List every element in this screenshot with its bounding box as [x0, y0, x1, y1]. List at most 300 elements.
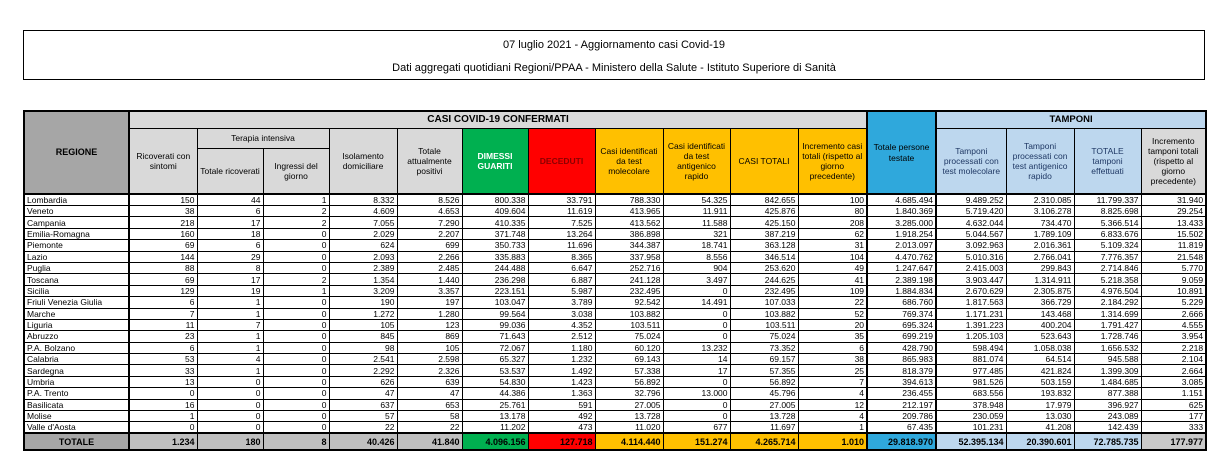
value-cell: 8.825.698	[1074, 206, 1141, 217]
table-row	[24, 399, 1206, 410]
total-value-cell: 72.785.735	[1074, 433, 1141, 450]
value-cell: 71.643	[462, 331, 528, 342]
value-cell: 1	[798, 422, 867, 434]
value-cell: 387.219	[730, 228, 798, 239]
value-cell: 44	[197, 194, 263, 206]
value-cell: 8.556	[663, 251, 730, 262]
table-row	[24, 206, 1206, 217]
value-cell: 400.204	[1006, 319, 1074, 330]
column-header-persone-testate: Totale persone testate	[867, 111, 936, 194]
value-cell: 25.761	[462, 399, 528, 410]
value-cell: 45.796	[730, 388, 798, 399]
table-row	[24, 319, 1206, 330]
value-cell: 13.232	[663, 342, 730, 353]
column-header-casi-molecolare: Casi identificati da test molecolare	[595, 128, 663, 194]
value-cell: 865.983	[867, 354, 936, 365]
value-cell: 56.892	[730, 376, 798, 387]
column-header-casi-totali: CASI TOTALI	[730, 128, 798, 194]
value-cell: 2.292	[329, 365, 397, 376]
value-cell: 0	[663, 376, 730, 387]
value-cell: 104	[798, 251, 867, 262]
value-cell: 5.770	[1141, 262, 1206, 273]
value-cell: 1.354	[329, 274, 397, 285]
value-cell: 2.512	[528, 331, 595, 342]
region-name: Basilicata	[24, 399, 129, 410]
value-cell: 2.389	[329, 262, 397, 273]
value-cell: 13.728	[730, 411, 798, 422]
region-name: Lombardia	[24, 194, 129, 206]
value-cell: 1.656.532	[1074, 342, 1141, 353]
column-header-casi-antigenico: Casi identificati da test antigenico rapido	[663, 128, 730, 194]
value-cell: 0	[129, 388, 197, 399]
value-cell: 2.485	[397, 262, 462, 273]
value-cell: 378.948	[936, 399, 1006, 410]
value-cell: 845	[329, 331, 397, 342]
value-cell: 2.104	[1141, 354, 1206, 365]
column-header-incremento-casi: Incremento casi totali (rispetto al giorno precedente)	[798, 128, 867, 194]
value-cell: 31	[798, 240, 867, 251]
value-cell: 16	[129, 399, 197, 410]
value-cell: 9.489.252	[936, 194, 1006, 206]
report-header	[23, 30, 1205, 80]
value-cell: 150	[129, 194, 197, 206]
value-cell: 3.497	[663, 274, 730, 285]
total-value-cell: 8	[263, 433, 329, 450]
region-name: P.A. Bolzano	[24, 342, 129, 353]
value-cell: 2.266	[397, 251, 462, 262]
value-cell: 624	[329, 240, 397, 251]
value-cell: 197	[397, 297, 462, 308]
value-cell: 3.285.000	[867, 217, 936, 228]
table-row	[24, 217, 1206, 228]
total-value-cell: 41.840	[397, 433, 462, 450]
value-cell: 41	[798, 274, 867, 285]
value-cell: 769.374	[867, 308, 936, 319]
value-cell: 8.526	[397, 194, 462, 206]
value-cell: 11.020	[595, 422, 663, 434]
value-cell: 0	[263, 228, 329, 239]
value-cell: 425.876	[730, 206, 798, 217]
value-cell: 103.511	[595, 319, 663, 330]
table-row	[24, 308, 1206, 319]
value-cell: 1	[263, 285, 329, 296]
value-cell: 0	[263, 297, 329, 308]
value-cell: 0	[197, 411, 263, 422]
value-cell: 27.005	[595, 399, 663, 410]
total-value-cell: 180	[197, 433, 263, 450]
value-cell: 3.038	[528, 308, 595, 319]
table-row	[24, 274, 1206, 285]
region-name: Toscana	[24, 274, 129, 285]
value-cell: 103.882	[595, 308, 663, 319]
value-cell: 69	[129, 274, 197, 285]
value-cell: 346.514	[730, 251, 798, 262]
value-cell: 6	[197, 206, 263, 217]
table-row	[24, 240, 1206, 251]
table-row	[24, 297, 1206, 308]
value-cell: 2.326	[397, 365, 462, 376]
column-header-totale-tamponi: TOTALE tamponi effettuati	[1074, 128, 1141, 194]
value-cell: 1.314.699	[1074, 308, 1141, 319]
table-row	[24, 376, 1206, 387]
value-cell: 1.151	[1141, 388, 1206, 399]
value-cell: 22	[329, 422, 397, 434]
value-cell: 2.714.846	[1074, 262, 1141, 273]
value-cell: 53	[129, 354, 197, 365]
value-cell: 0	[663, 331, 730, 342]
value-cell: 57.338	[595, 365, 663, 376]
value-cell: 244.625	[730, 274, 798, 285]
value-cell: 105	[329, 319, 397, 330]
value-cell: 17	[663, 365, 730, 376]
value-cell: 32.796	[595, 388, 663, 399]
value-cell: 1.247.647	[867, 262, 936, 273]
value-cell: 1.272	[329, 308, 397, 319]
value-cell: 103.511	[730, 319, 798, 330]
report-subtitle: Dati aggregati quotidiani Regioni/PPAA - Ministero della Salute - Istituto Superiore di Sanità	[392, 62, 836, 74]
value-cell: 591	[528, 399, 595, 410]
value-cell: 60.120	[595, 342, 663, 353]
value-cell: 1.205.103	[936, 331, 1006, 342]
value-cell: 33	[129, 365, 197, 376]
value-cell: 75.024	[595, 331, 663, 342]
value-cell: 1.399.309	[1074, 365, 1141, 376]
value-cell: 598.494	[936, 342, 1006, 353]
value-cell: 22	[798, 297, 867, 308]
value-cell: 232.495	[595, 285, 663, 296]
value-cell: 73.352	[730, 342, 798, 353]
table-row	[24, 411, 1206, 422]
value-cell: 363.128	[730, 240, 798, 251]
value-cell: 18.741	[663, 240, 730, 251]
value-cell: 2	[263, 217, 329, 228]
value-cell: 69.143	[595, 354, 663, 365]
value-cell: 2.310.085	[1006, 194, 1074, 206]
value-cell: 101.231	[936, 422, 1006, 434]
value-cell: 2.013.097	[867, 240, 936, 251]
value-cell: 4.352	[528, 319, 595, 330]
column-header-tamponi-molecolare: Tamponi processati con test molecolare	[936, 128, 1006, 194]
value-cell: 639	[397, 376, 462, 387]
value-cell: 3.789	[528, 297, 595, 308]
value-cell: 473	[528, 422, 595, 434]
region-name: Campania	[24, 217, 129, 228]
value-cell: 818.379	[867, 365, 936, 376]
column-header-isolamento: Isolamento domiciliare	[329, 128, 397, 194]
value-cell: 2	[263, 274, 329, 285]
value-cell: 6	[197, 240, 263, 251]
value-cell: 13.030	[1006, 411, 1074, 422]
group-header-terapia-intensiva: Terapia intensiva	[197, 128, 329, 148]
value-cell: 428.790	[867, 342, 936, 353]
value-cell: 11.696	[528, 240, 595, 251]
value-cell: 6	[129, 297, 197, 308]
value-cell: 5.987	[528, 285, 595, 296]
value-cell: 0	[663, 399, 730, 410]
value-cell: 503.159	[1006, 376, 1074, 387]
value-cell: 236.455	[867, 388, 936, 399]
value-cell: 241.128	[595, 274, 663, 285]
value-cell: 47	[397, 388, 462, 399]
value-cell: 49	[798, 262, 867, 273]
value-cell: 11.911	[663, 206, 730, 217]
value-cell: 0	[263, 422, 329, 434]
value-cell: 699.219	[867, 331, 936, 342]
value-cell: 386.898	[595, 228, 663, 239]
value-cell: 13.000	[663, 388, 730, 399]
value-cell: 13.178	[462, 411, 528, 422]
value-cell: 337.958	[595, 251, 663, 262]
value-cell: 14	[663, 354, 730, 365]
total-value-cell: 1.234	[129, 433, 197, 450]
value-cell: 17	[197, 217, 263, 228]
value-cell: 425.150	[730, 217, 798, 228]
value-cell: 695.324	[867, 319, 936, 330]
table-row	[24, 251, 1206, 262]
total-value-cell: 4.096.156	[462, 433, 528, 450]
value-cell: 72.067	[462, 342, 528, 353]
value-cell: 57.355	[730, 365, 798, 376]
value-cell: 734.470	[1006, 217, 1074, 228]
value-cell: 1.391.223	[936, 319, 1006, 330]
value-cell: 11.588	[663, 217, 730, 228]
value-cell: 253.620	[730, 262, 798, 273]
value-cell: 4.685.494	[867, 194, 936, 206]
value-cell: 321	[663, 228, 730, 239]
value-cell: 637	[329, 399, 397, 410]
value-cell: 4.555	[1141, 319, 1206, 330]
value-cell: 677	[663, 422, 730, 434]
value-cell: 1.884.834	[867, 285, 936, 296]
table-row	[24, 285, 1206, 296]
total-value-cell: 151.274	[663, 433, 730, 450]
value-cell: 0	[263, 342, 329, 353]
value-cell: 5.109.324	[1074, 240, 1141, 251]
value-cell: 20	[798, 319, 867, 330]
value-cell: 129	[129, 285, 197, 296]
value-cell: 1.791.427	[1074, 319, 1141, 330]
value-cell: 69.157	[730, 354, 798, 365]
table-row	[24, 422, 1206, 434]
column-header-totale-ricoverati: Totale ricoverati	[197, 148, 263, 194]
value-cell: 209.786	[867, 411, 936, 422]
value-cell: 143.468	[1006, 308, 1074, 319]
value-cell: 1	[197, 297, 263, 308]
value-cell: 4.653	[397, 206, 462, 217]
value-cell: 1.440	[397, 274, 462, 285]
value-cell: 11.202	[462, 422, 528, 434]
value-cell: 699	[397, 240, 462, 251]
value-cell: 2.207	[397, 228, 462, 239]
region-name: Liguria	[24, 319, 129, 330]
value-cell: 105	[397, 342, 462, 353]
value-cell: 1.232	[528, 354, 595, 365]
table-row	[24, 354, 1206, 365]
value-cell: 21.548	[1141, 251, 1206, 262]
value-cell: 788.330	[595, 194, 663, 206]
value-cell: 0	[263, 376, 329, 387]
value-cell: 492	[528, 411, 595, 422]
column-header-deceduti: DECEDUTI	[528, 128, 595, 194]
column-header-dimessi-guariti: DIMESSI GUARITI	[462, 128, 528, 194]
value-cell: 5.229	[1141, 297, 1206, 308]
value-cell: 8.365	[528, 251, 595, 262]
value-cell: 69	[129, 240, 197, 251]
value-cell: 6.833.676	[1074, 228, 1141, 239]
region-name: Umbria	[24, 376, 129, 387]
value-cell: 10.891	[1141, 285, 1206, 296]
total-value-cell: 4.114.440	[595, 433, 663, 450]
value-cell: 977.485	[936, 365, 1006, 376]
value-cell: 92.542	[595, 297, 663, 308]
value-cell: 18	[197, 228, 263, 239]
total-value-cell: 4.265.714	[730, 433, 798, 450]
value-cell: 58	[397, 411, 462, 422]
value-cell: 14.491	[663, 297, 730, 308]
value-cell: 54.325	[663, 194, 730, 206]
value-cell: 7	[129, 308, 197, 319]
region-name: Sicilia	[24, 285, 129, 296]
value-cell: 193.832	[1006, 388, 1074, 399]
value-cell: 212.197	[867, 399, 936, 410]
table-row	[24, 262, 1206, 273]
value-cell: 31.940	[1141, 194, 1206, 206]
total-row	[24, 433, 1206, 450]
value-cell: 3.357	[397, 285, 462, 296]
value-cell: 1	[197, 365, 263, 376]
value-cell: 4.609	[329, 206, 397, 217]
value-cell: 0	[663, 411, 730, 422]
value-cell: 4.976.504	[1074, 285, 1141, 296]
value-cell: 6.647	[528, 262, 595, 273]
value-cell: 52	[798, 308, 867, 319]
value-cell: 0	[263, 411, 329, 422]
value-cell: 1.171.231	[936, 308, 1006, 319]
value-cell: 223.151	[462, 285, 528, 296]
value-cell: 67.435	[867, 422, 936, 434]
value-cell: 0	[263, 365, 329, 376]
value-cell: 2	[263, 206, 329, 217]
value-cell: 2.666	[1141, 308, 1206, 319]
total-value-cell: 127.718	[528, 433, 595, 450]
value-cell: 218	[129, 217, 197, 228]
value-cell: 2.016.361	[1006, 240, 1074, 251]
value-cell: 160	[129, 228, 197, 239]
value-cell: 2.305.875	[1006, 285, 1074, 296]
total-value-cell: 29.818.970	[867, 433, 936, 450]
value-cell: 142.439	[1074, 422, 1141, 434]
region-name: Valle d'Aosta	[24, 422, 129, 434]
value-cell: 3.209	[329, 285, 397, 296]
value-cell: 98	[329, 342, 397, 353]
value-cell: 2.766.041	[1006, 251, 1074, 262]
region-name: Molise	[24, 411, 129, 422]
value-cell: 5.010.316	[936, 251, 1006, 262]
value-cell: 653	[397, 399, 462, 410]
value-cell: 0	[263, 240, 329, 251]
table-row	[24, 342, 1206, 353]
region-name: Sardegna	[24, 365, 129, 376]
region-name: P.A. Trento	[24, 388, 129, 399]
value-cell: 62	[798, 228, 867, 239]
value-cell: 626	[329, 376, 397, 387]
value-cell: 230.059	[936, 411, 1006, 422]
value-cell: 2.415.003	[936, 262, 1006, 273]
report-title: 07 luglio 2021 - Aggiornamento casi Covid-19	[503, 39, 725, 51]
column-header-attualmente-positivi: Totale attualmente positivi	[397, 128, 462, 194]
value-cell: 0	[197, 376, 263, 387]
value-cell: 1.280	[397, 308, 462, 319]
value-cell: 6.887	[528, 274, 595, 285]
value-cell: 421.824	[1006, 365, 1074, 376]
value-cell: 413.965	[595, 206, 663, 217]
region-name: Lazio	[24, 251, 129, 262]
value-cell: 2.184.292	[1074, 297, 1141, 308]
value-cell: 0	[263, 331, 329, 342]
value-cell: 99.564	[462, 308, 528, 319]
value-cell: 409.604	[462, 206, 528, 217]
value-cell: 64.514	[1006, 354, 1074, 365]
value-cell: 1	[263, 194, 329, 206]
value-cell: 800.338	[462, 194, 528, 206]
total-value-cell: 40.426	[329, 433, 397, 450]
value-cell: 11.819	[1141, 240, 1206, 251]
value-cell: 371.748	[462, 228, 528, 239]
value-cell: 2.670.629	[936, 285, 1006, 296]
value-cell: 396.927	[1074, 399, 1141, 410]
region-name: Emilia-Romagna	[24, 228, 129, 239]
total-value-cell: 177.977	[1141, 433, 1206, 450]
value-cell: 1.363	[528, 388, 595, 399]
value-cell: 11.799.337	[1074, 194, 1141, 206]
value-cell: 1.817.563	[936, 297, 1006, 308]
value-cell: 1.492	[528, 365, 595, 376]
value-cell: 4.632.044	[936, 217, 1006, 228]
value-cell: 7.776.357	[1074, 251, 1141, 262]
region-name: Veneto	[24, 206, 129, 217]
value-cell: 842.655	[730, 194, 798, 206]
value-cell: 13	[129, 376, 197, 387]
column-header-tamponi-antigenico: Tamponi processati con test antigenico rapido	[1006, 128, 1074, 194]
value-cell: 0	[263, 354, 329, 365]
value-cell: 1.423	[528, 376, 595, 387]
value-cell: 366.729	[1006, 297, 1074, 308]
value-cell: 5.366.514	[1074, 217, 1141, 228]
value-cell: 3.085	[1141, 376, 1206, 387]
value-cell: 7	[798, 376, 867, 387]
value-cell: 47	[329, 388, 397, 399]
value-cell: 4	[197, 354, 263, 365]
value-cell: 5.044.567	[936, 228, 1006, 239]
value-cell: 0	[263, 319, 329, 330]
value-cell: 13.728	[595, 411, 663, 422]
group-header-casi-confermati: CASI COVID-19 CONFERMATI	[129, 111, 867, 128]
value-cell: 3.954	[1141, 331, 1206, 342]
value-cell: 33.791	[528, 194, 595, 206]
value-cell: 1.058.038	[1006, 342, 1074, 353]
value-cell: 2.664	[1141, 365, 1206, 376]
value-cell: 299.843	[1006, 262, 1074, 273]
value-cell: 38	[129, 206, 197, 217]
value-cell: 13.264	[528, 228, 595, 239]
value-cell: 8.332	[329, 194, 397, 206]
value-cell: 29.254	[1141, 206, 1206, 217]
value-cell: 17.979	[1006, 399, 1074, 410]
region-name: Abruzzo	[24, 331, 129, 342]
region-name: Puglia	[24, 262, 129, 273]
value-cell: 6	[798, 342, 867, 353]
value-cell: 1.840.369	[867, 206, 936, 217]
